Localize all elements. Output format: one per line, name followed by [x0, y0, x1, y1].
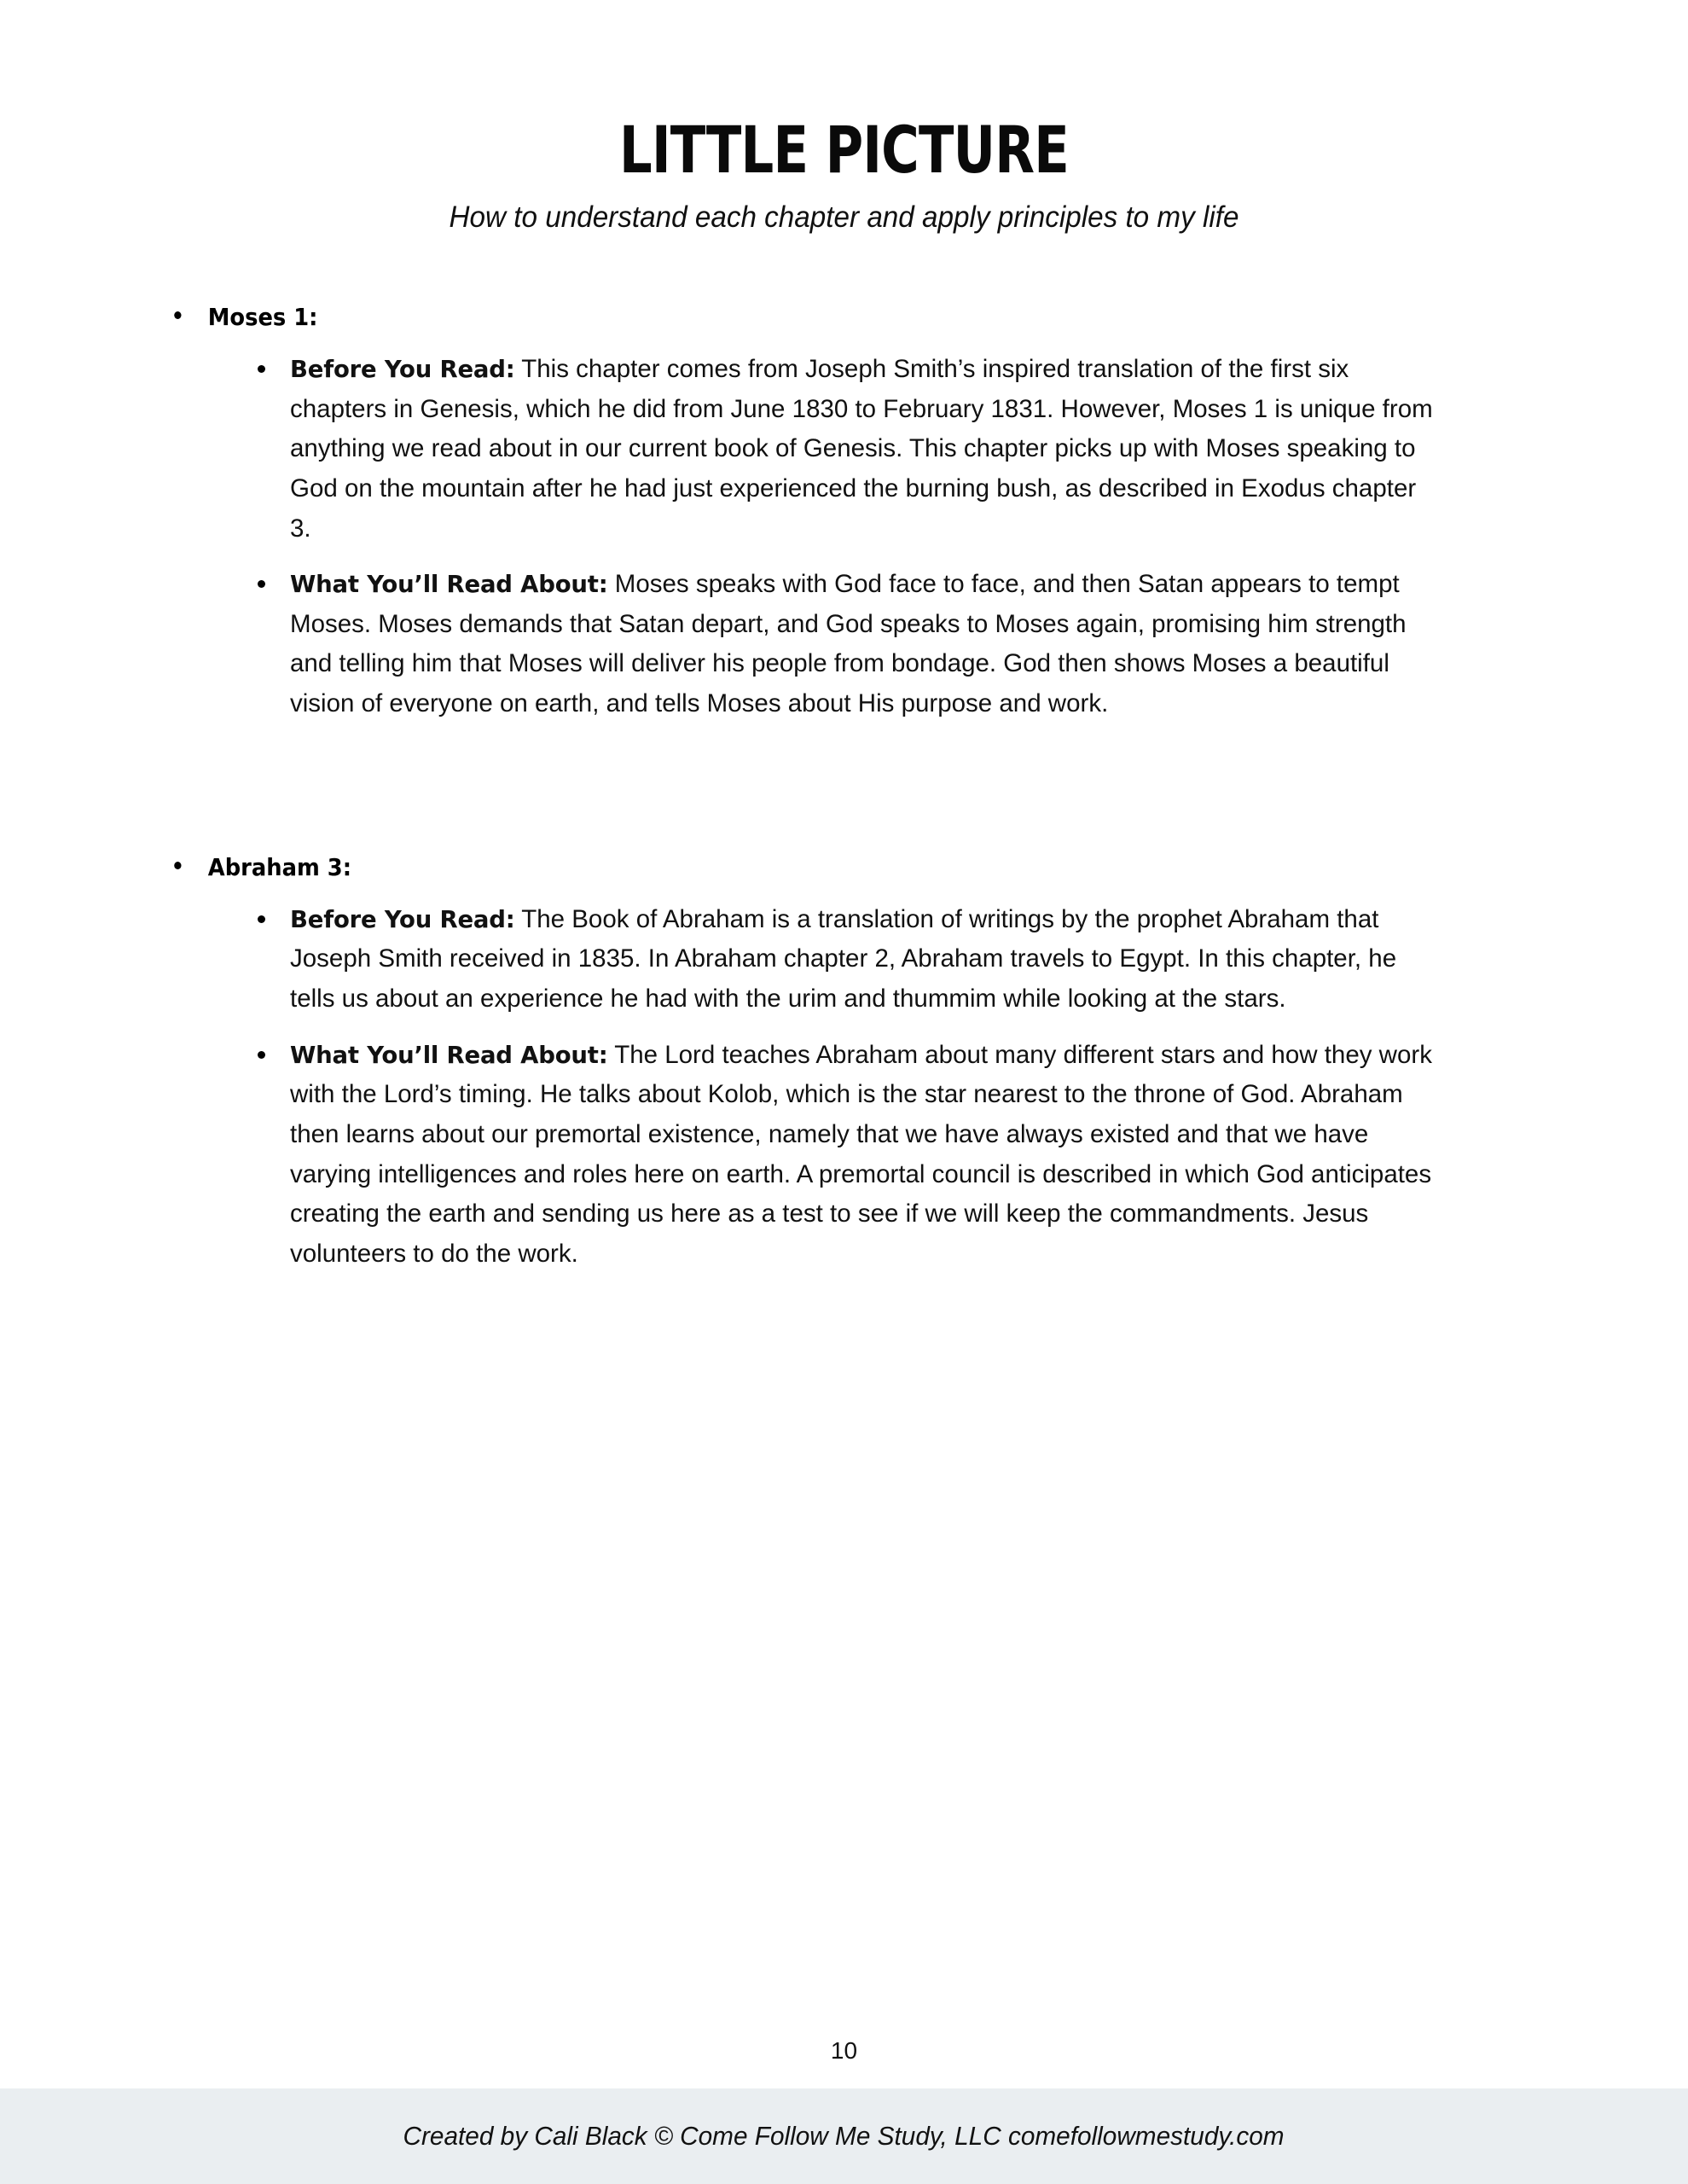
section-list: [0, 300, 1688, 1274]
document-body: [0, 300, 1688, 1274]
section-heading: [0, 300, 1553, 334]
section-heading: [0, 851, 1553, 884]
list-item: [0, 1036, 1688, 1275]
page-subtitle: How to understand each chapter and apply principles to my life: [449, 200, 1239, 234]
section-spacer: [0, 724, 1688, 851]
section-heading-label: Abraham 3:: [207, 852, 352, 881]
bullet-icon: [258, 915, 265, 923]
entry-list: [0, 900, 1688, 1274]
entry-body-text: The Book of Abraham is a translation of writings by the prophet Abraham that Joseph Smith received in 1835. In Abraham chapter 2, Abraham travels to Egypt. In this chapter, he tells us about an experience he had with the urim and thummim while looking at the stars.: [290, 904, 1397, 1014]
entry-lead-label: What You’ll Read About:: [290, 1041, 608, 1069]
list-item: [0, 900, 1688, 1019]
entry-body-text: This chapter comes from Joseph Smith’s inspired translation of the first six chapters in Genesis, which he did from June 1830 to February 1831. However, Moses 1 is unique from anything we read about in our current book of Genesis. This chapter picks up with Moses speaking to God on the mountain after he had just experienced the burning bush, as described in Exodus chapter 3.: [290, 355, 1433, 543]
entry-body-text: Moses speaks with God face to face, and then Satan appears to tempt Moses. Moses demands that Satan depart, and God speaks to Moses again, promising him strength and telling him that Moses will deliver his people from bondage. God then shows Moses a beautiful vision of everyone on earth, and tells Moses about His purpose and work.: [290, 570, 1407, 718]
list-item: [0, 350, 1688, 549]
bullet-icon: [258, 365, 265, 373]
section-heading-label: Moses 1:: [207, 303, 318, 331]
entry-lead-label: What You’ll Read About:: [290, 571, 608, 599]
section-abraham-3: [0, 851, 1688, 1275]
bullet-icon: [174, 311, 181, 319]
bullet-icon: [174, 862, 181, 869]
entry-list: [0, 350, 1688, 723]
entry-lead-label: Before You Read:: [290, 905, 515, 933]
page-title: LITTLE PICTURE: [619, 112, 1069, 188]
bullet-icon: [258, 580, 265, 588]
footer-band: [0, 2088, 1688, 2184]
bullet-icon: [258, 1051, 265, 1059]
entry-body-text: The Lord teaches Abraham about many different stars and how they work with the Lord’s timing. He talks about Kolob, which is the star nearest to the throne of God. Abraham then learns about our premortal existence, namely that we have always existed and that we have varying intelligences and roles here on earth. A premortal council is described in which God anticipates creating the earth and sending us here as a test to see if we will keep the commandments. Jesus volunteers to do the work.: [290, 1040, 1432, 1268]
section-moses-1: [0, 300, 1688, 724]
page-number: 10: [830, 2037, 858, 2064]
list-item: [0, 565, 1688, 723]
entry-lead-label: Before You Read:: [290, 356, 515, 384]
footer-attribution: Created by Cali Black © Come Follow Me Study, LLC comefollowmestudy.com: [403, 2121, 1285, 2152]
